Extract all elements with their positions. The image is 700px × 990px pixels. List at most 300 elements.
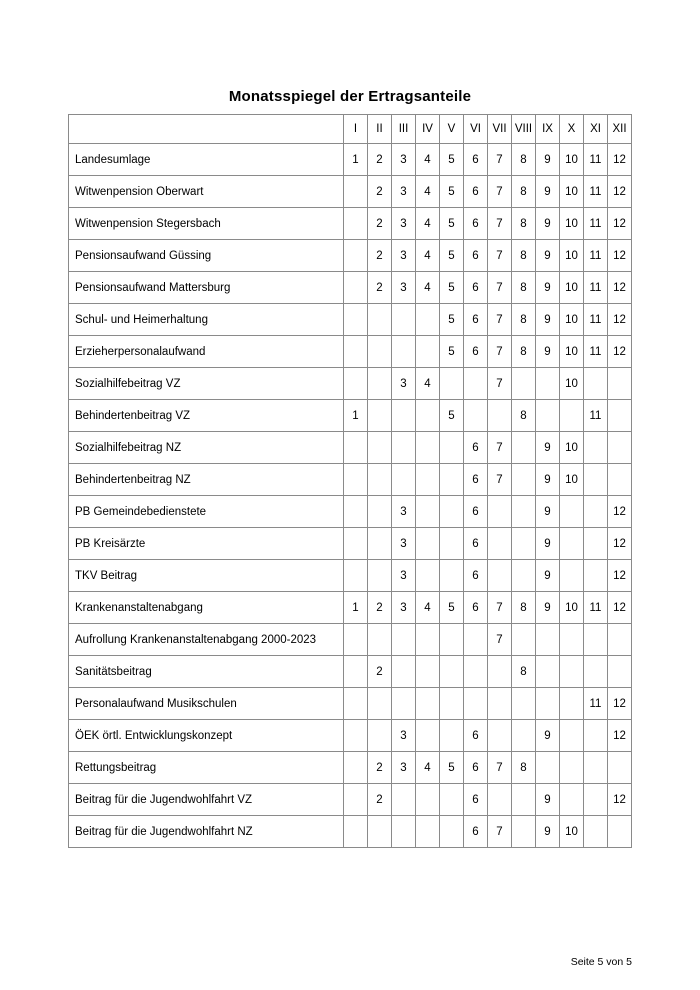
month-value-cell <box>512 528 536 560</box>
month-value-cell: 6 <box>464 720 488 752</box>
month-value-cell <box>584 464 608 496</box>
month-value-cell: 3 <box>392 560 416 592</box>
month-value-cell <box>584 528 608 560</box>
month-value-cell: 9 <box>536 496 560 528</box>
month-value-cell: 10 <box>560 176 584 208</box>
month-value-cell <box>344 784 368 816</box>
month-value-cell: 10 <box>560 432 584 464</box>
month-value-cell: 9 <box>536 272 560 304</box>
month-column-header: XI <box>584 115 608 144</box>
month-value-cell <box>368 304 392 336</box>
month-value-cell <box>560 720 584 752</box>
month-value-cell <box>584 560 608 592</box>
month-column-header: X <box>560 115 584 144</box>
month-value-cell: 5 <box>440 272 464 304</box>
month-value-cell <box>416 720 440 752</box>
table-row <box>69 624 632 656</box>
month-value-cell <box>344 688 368 720</box>
table-row <box>69 432 632 464</box>
month-value-cell: 8 <box>512 400 536 432</box>
month-value-cell: 12 <box>608 592 632 624</box>
month-value-cell <box>344 464 368 496</box>
month-value-cell: 12 <box>608 528 632 560</box>
month-value-cell <box>344 752 368 784</box>
month-value-cell: 4 <box>416 240 440 272</box>
month-value-cell: 11 <box>584 144 608 176</box>
month-value-cell: 11 <box>584 336 608 368</box>
month-column-header: II <box>368 115 392 144</box>
month-value-cell: 3 <box>392 496 416 528</box>
month-value-cell: 4 <box>416 176 440 208</box>
row-label: Pensionsaufwand Mattersburg <box>69 272 344 304</box>
row-label: Sozialhilfebeitrag NZ <box>69 432 344 464</box>
table-row <box>69 272 632 304</box>
month-value-cell: 5 <box>440 176 464 208</box>
month-value-cell: 2 <box>368 592 392 624</box>
month-value-cell <box>392 784 416 816</box>
month-value-cell: 1 <box>344 400 368 432</box>
month-value-cell <box>560 496 584 528</box>
month-value-cell <box>440 496 464 528</box>
month-value-cell: 2 <box>368 208 392 240</box>
month-value-cell <box>344 816 368 848</box>
month-value-cell: 7 <box>488 240 512 272</box>
month-value-cell <box>344 720 368 752</box>
month-value-cell: 5 <box>440 144 464 176</box>
row-label: PB Kreisärzte <box>69 528 344 560</box>
month-value-cell <box>368 464 392 496</box>
month-value-cell <box>344 656 368 688</box>
month-value-cell <box>416 336 440 368</box>
month-value-cell <box>536 752 560 784</box>
month-value-cell <box>344 368 368 400</box>
month-value-cell <box>392 400 416 432</box>
row-label: Schul- und Heimerhaltung <box>69 304 344 336</box>
month-value-cell <box>560 784 584 816</box>
month-value-cell <box>560 400 584 432</box>
month-value-cell <box>440 784 464 816</box>
month-value-cell <box>368 688 392 720</box>
month-value-cell <box>560 688 584 720</box>
month-value-cell <box>344 240 368 272</box>
month-value-cell: 11 <box>584 304 608 336</box>
month-value-cell: 12 <box>608 144 632 176</box>
month-value-cell <box>344 624 368 656</box>
month-value-cell: 11 <box>584 208 608 240</box>
month-value-cell <box>392 656 416 688</box>
row-label: ÖEK örtl. Entwicklungskonzept <box>69 720 344 752</box>
month-value-cell <box>368 624 392 656</box>
month-value-cell: 11 <box>584 688 608 720</box>
month-value-cell: 1 <box>344 592 368 624</box>
month-value-cell: 1 <box>344 144 368 176</box>
row-label: Landesumlage <box>69 144 344 176</box>
month-value-cell <box>344 336 368 368</box>
row-label: Personalaufwand Musikschulen <box>69 688 344 720</box>
month-column-header: V <box>440 115 464 144</box>
month-value-cell: 9 <box>536 816 560 848</box>
month-value-cell <box>368 560 392 592</box>
month-value-cell: 10 <box>560 368 584 400</box>
month-value-cell: 5 <box>440 752 464 784</box>
table-row <box>69 560 632 592</box>
month-value-cell <box>440 656 464 688</box>
month-value-cell: 7 <box>488 144 512 176</box>
month-value-cell <box>344 272 368 304</box>
row-label: Sanitätsbeitrag <box>69 656 344 688</box>
row-label: Pensionsaufwand Güssing <box>69 240 344 272</box>
row-label: Krankenanstaltenabgang <box>69 592 344 624</box>
row-label: Witwenpension Stegersbach <box>69 208 344 240</box>
month-value-cell <box>512 624 536 656</box>
month-value-cell: 5 <box>440 208 464 240</box>
month-value-cell <box>584 752 608 784</box>
month-value-cell: 8 <box>512 304 536 336</box>
table-row <box>69 400 632 432</box>
month-value-cell: 10 <box>560 816 584 848</box>
month-value-cell <box>584 784 608 816</box>
month-column-header: III <box>392 115 416 144</box>
month-value-cell: 8 <box>512 592 536 624</box>
month-value-cell: 6 <box>464 784 488 816</box>
month-value-cell: 11 <box>584 272 608 304</box>
month-value-cell: 9 <box>536 592 560 624</box>
month-value-cell <box>416 784 440 816</box>
month-value-cell: 6 <box>464 176 488 208</box>
month-value-cell: 4 <box>416 368 440 400</box>
row-label: Aufrollung Krankenanstaltenabgang 2000-2023 <box>69 624 344 656</box>
month-value-cell <box>608 400 632 432</box>
month-value-cell: 7 <box>488 336 512 368</box>
month-value-cell: 8 <box>512 176 536 208</box>
month-value-cell <box>368 400 392 432</box>
month-value-cell: 4 <box>416 272 440 304</box>
month-value-cell: 4 <box>416 752 440 784</box>
month-value-cell <box>416 304 440 336</box>
month-value-cell <box>512 720 536 752</box>
month-value-cell <box>368 816 392 848</box>
month-value-cell: 6 <box>464 208 488 240</box>
month-value-cell <box>584 496 608 528</box>
month-value-cell <box>584 368 608 400</box>
month-value-cell <box>368 528 392 560</box>
month-value-cell: 8 <box>512 656 536 688</box>
month-value-cell: 12 <box>608 688 632 720</box>
month-value-cell <box>344 432 368 464</box>
month-value-cell <box>536 688 560 720</box>
month-value-cell: 7 <box>488 368 512 400</box>
row-label: Behindertenbeitrag NZ <box>69 464 344 496</box>
month-value-cell <box>512 560 536 592</box>
month-value-cell: 9 <box>536 304 560 336</box>
month-value-cell <box>488 656 512 688</box>
month-value-cell: 9 <box>536 240 560 272</box>
month-value-cell <box>344 528 368 560</box>
month-value-cell: 2 <box>368 752 392 784</box>
month-value-cell <box>488 560 512 592</box>
month-column-header: IX <box>536 115 560 144</box>
month-value-cell: 10 <box>560 592 584 624</box>
month-column-header: VII <box>488 115 512 144</box>
table-row <box>69 208 632 240</box>
month-value-cell: 12 <box>608 336 632 368</box>
month-value-cell: 7 <box>488 304 512 336</box>
month-value-cell: 3 <box>392 720 416 752</box>
month-value-cell <box>416 496 440 528</box>
month-value-cell: 9 <box>536 336 560 368</box>
month-value-cell: 6 <box>464 560 488 592</box>
month-value-cell <box>440 624 464 656</box>
month-value-cell <box>344 304 368 336</box>
table-row <box>69 592 632 624</box>
month-value-cell <box>584 432 608 464</box>
month-value-cell <box>392 464 416 496</box>
table-row <box>69 720 632 752</box>
month-value-cell: 6 <box>464 144 488 176</box>
month-value-cell: 3 <box>392 240 416 272</box>
month-value-cell: 5 <box>440 336 464 368</box>
month-value-cell <box>368 432 392 464</box>
month-value-cell <box>488 400 512 432</box>
row-label: PB Gemeindebedienstete <box>69 496 344 528</box>
month-value-cell <box>368 336 392 368</box>
month-value-cell <box>488 720 512 752</box>
month-value-cell <box>512 688 536 720</box>
month-value-cell: 12 <box>608 720 632 752</box>
month-value-cell <box>536 656 560 688</box>
table-row <box>69 784 632 816</box>
month-column-header: XII <box>608 115 632 144</box>
month-value-cell <box>608 816 632 848</box>
month-value-cell: 7 <box>488 176 512 208</box>
month-value-cell: 10 <box>560 464 584 496</box>
month-value-cell <box>368 368 392 400</box>
table-row <box>69 304 632 336</box>
month-value-cell: 3 <box>392 176 416 208</box>
month-value-cell <box>608 464 632 496</box>
month-value-cell: 12 <box>608 304 632 336</box>
month-value-cell: 4 <box>416 144 440 176</box>
month-column-header: VI <box>464 115 488 144</box>
month-value-cell: 5 <box>440 400 464 432</box>
month-value-cell: 3 <box>392 208 416 240</box>
month-value-cell <box>608 368 632 400</box>
table-row <box>69 464 632 496</box>
month-value-cell: 9 <box>536 176 560 208</box>
month-value-cell: 7 <box>488 752 512 784</box>
table-row <box>69 240 632 272</box>
month-value-cell <box>512 368 536 400</box>
month-value-cell: 8 <box>512 144 536 176</box>
month-value-cell <box>416 400 440 432</box>
month-value-cell: 7 <box>488 432 512 464</box>
row-label: Beitrag für die Jugendwohlfahrt VZ <box>69 784 344 816</box>
table-row <box>69 368 632 400</box>
month-value-cell <box>440 816 464 848</box>
month-value-cell: 7 <box>488 272 512 304</box>
row-label: Erzieherpersonalaufwand <box>69 336 344 368</box>
month-value-cell: 12 <box>608 240 632 272</box>
month-value-cell <box>440 688 464 720</box>
header-empty-cell <box>69 115 344 144</box>
month-value-cell: 3 <box>392 528 416 560</box>
month-value-cell: 8 <box>512 240 536 272</box>
month-value-cell: 12 <box>608 560 632 592</box>
month-value-cell <box>416 464 440 496</box>
month-value-cell: 12 <box>608 208 632 240</box>
month-value-cell: 6 <box>464 464 488 496</box>
month-value-cell: 2 <box>368 784 392 816</box>
month-value-cell <box>584 656 608 688</box>
month-value-cell <box>464 368 488 400</box>
table-row <box>69 816 632 848</box>
table-row <box>69 752 632 784</box>
month-value-cell: 2 <box>368 144 392 176</box>
month-value-cell <box>440 432 464 464</box>
monthly-shares-table <box>68 114 632 848</box>
page-number: Seite 5 von 5 <box>570 956 632 968</box>
month-value-cell <box>488 496 512 528</box>
month-value-cell <box>368 496 392 528</box>
month-value-cell <box>416 528 440 560</box>
month-value-cell: 6 <box>464 432 488 464</box>
month-value-cell <box>416 432 440 464</box>
row-label: Rettungsbeitrag <box>69 752 344 784</box>
month-value-cell <box>440 528 464 560</box>
month-value-cell <box>488 784 512 816</box>
month-value-cell <box>464 656 488 688</box>
month-value-cell: 4 <box>416 592 440 624</box>
month-value-cell: 7 <box>488 816 512 848</box>
month-value-cell: 6 <box>464 816 488 848</box>
month-column-header: I <box>344 115 368 144</box>
month-value-cell <box>608 432 632 464</box>
month-value-cell: 3 <box>392 752 416 784</box>
table-header-row <box>69 115 632 144</box>
month-value-cell <box>416 656 440 688</box>
month-value-cell <box>392 304 416 336</box>
month-value-cell <box>344 560 368 592</box>
month-value-cell: 9 <box>536 560 560 592</box>
month-value-cell: 3 <box>392 368 416 400</box>
month-value-cell: 9 <box>536 528 560 560</box>
month-value-cell <box>368 720 392 752</box>
month-value-cell: 10 <box>560 272 584 304</box>
month-column-header: VIII <box>512 115 536 144</box>
month-value-cell <box>584 816 608 848</box>
month-value-cell <box>392 432 416 464</box>
month-value-cell: 5 <box>440 592 464 624</box>
month-value-cell <box>488 528 512 560</box>
month-value-cell <box>392 688 416 720</box>
month-value-cell: 2 <box>368 656 392 688</box>
month-value-cell: 7 <box>488 592 512 624</box>
month-column-header: IV <box>416 115 440 144</box>
table-row <box>69 528 632 560</box>
month-value-cell: 11 <box>584 400 608 432</box>
month-value-cell: 6 <box>464 752 488 784</box>
month-value-cell: 11 <box>584 240 608 272</box>
month-value-cell <box>584 720 608 752</box>
month-value-cell: 2 <box>368 176 392 208</box>
month-value-cell: 6 <box>464 304 488 336</box>
month-value-cell <box>512 432 536 464</box>
month-value-cell: 5 <box>440 304 464 336</box>
month-value-cell: 7 <box>488 208 512 240</box>
month-value-cell: 10 <box>560 336 584 368</box>
month-value-cell: 2 <box>368 272 392 304</box>
month-value-cell: 10 <box>560 240 584 272</box>
month-value-cell <box>536 368 560 400</box>
month-value-cell: 8 <box>512 752 536 784</box>
month-value-cell: 6 <box>464 272 488 304</box>
month-value-cell <box>344 176 368 208</box>
month-value-cell <box>512 816 536 848</box>
month-value-cell: 8 <box>512 272 536 304</box>
month-value-cell <box>536 400 560 432</box>
month-value-cell: 2 <box>368 240 392 272</box>
month-value-cell <box>392 816 416 848</box>
month-value-cell: 11 <box>584 176 608 208</box>
month-value-cell <box>416 688 440 720</box>
month-value-cell <box>464 624 488 656</box>
month-value-cell: 12 <box>608 496 632 528</box>
month-value-cell <box>464 688 488 720</box>
month-value-cell <box>512 464 536 496</box>
month-value-cell: 5 <box>440 240 464 272</box>
month-value-cell: 6 <box>464 496 488 528</box>
month-value-cell <box>512 496 536 528</box>
month-value-cell: 4 <box>416 208 440 240</box>
month-value-cell: 7 <box>488 624 512 656</box>
month-value-cell <box>560 656 584 688</box>
month-value-cell: 3 <box>392 272 416 304</box>
row-label: Beitrag für die Jugendwohlfahrt NZ <box>69 816 344 848</box>
month-value-cell: 9 <box>536 208 560 240</box>
month-value-cell <box>560 560 584 592</box>
month-value-cell <box>416 624 440 656</box>
month-value-cell <box>392 336 416 368</box>
month-value-cell: 9 <box>536 144 560 176</box>
month-value-cell: 9 <box>536 784 560 816</box>
month-value-cell: 12 <box>608 176 632 208</box>
month-value-cell <box>536 624 560 656</box>
month-value-cell <box>608 752 632 784</box>
month-value-cell <box>560 528 584 560</box>
table-row <box>69 144 632 176</box>
table-row <box>69 688 632 720</box>
month-value-cell: 3 <box>392 592 416 624</box>
month-value-cell <box>608 624 632 656</box>
month-value-cell <box>344 496 368 528</box>
table-row <box>69 656 632 688</box>
month-value-cell: 6 <box>464 336 488 368</box>
row-label: Sozialhilfebeitrag VZ <box>69 368 344 400</box>
month-value-cell <box>464 400 488 432</box>
month-value-cell: 10 <box>560 304 584 336</box>
month-value-cell: 9 <box>536 464 560 496</box>
row-label: TKV Beitrag <box>69 560 344 592</box>
month-value-cell <box>560 752 584 784</box>
month-value-cell: 9 <box>536 720 560 752</box>
table-row <box>69 496 632 528</box>
table-row <box>69 176 632 208</box>
month-value-cell: 7 <box>488 464 512 496</box>
month-value-cell <box>344 208 368 240</box>
month-value-cell <box>584 624 608 656</box>
month-value-cell <box>440 560 464 592</box>
month-value-cell: 8 <box>512 208 536 240</box>
